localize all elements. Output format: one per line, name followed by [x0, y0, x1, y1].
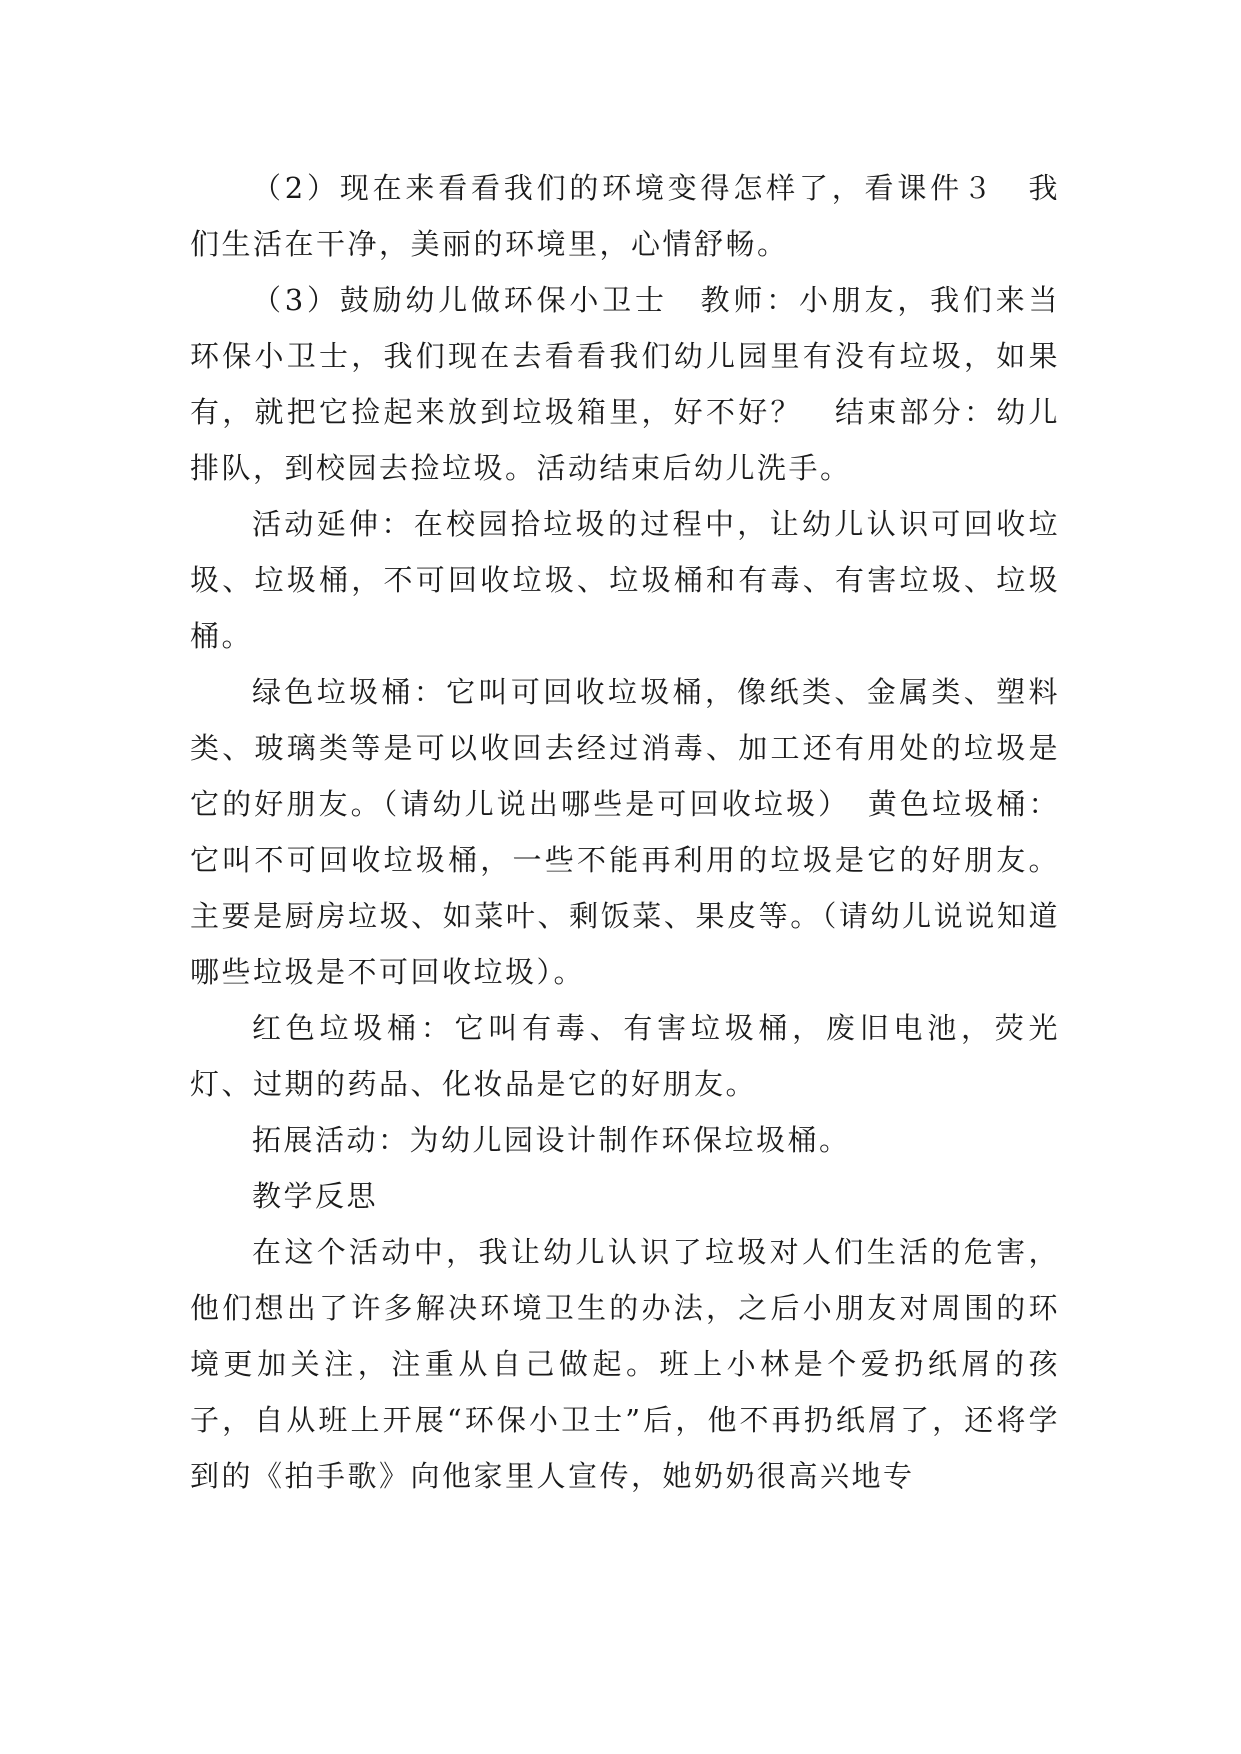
paragraph-activity-extension: 活动延伸：在校园拾垃圾的过程中，让幼儿认识可回收垃圾、垃圾桶，不可回收垃圾、垃圾桶和有毒、有害垃圾、垃圾桶。: [190, 507, 1060, 653]
paragraph-red-bin: 红色垃圾桶：它叫有毒、有害垃圾桶，废旧电池，荧光灯、过期的药品、化妆品是它的好朋友。: [190, 1011, 1060, 1101]
paragraph-environmental-guard: （3）鼓励幼儿做环保小卫士 教师：小朋友，我们来当环保小卫士，我们现在去看看我们幼儿园里有没有垃圾，如果有，就把它捡起来放到垃圾箱里，好不好？ 结束部分：幼儿排队，到校园去捡垃圾。活动结束后幼儿洗手。: [190, 283, 1060, 485]
paragraph-green-yellow-bins: 绿色垃圾桶：它叫可回收垃圾桶，像纸类、金属类、塑料类、玻璃类等是可以收回去经过消毒、加工还有用处的垃圾是它的好朋友。（请幼儿说出哪些是可回收垃圾） 黄色垃圾桶：它叫不可回收垃圾桶，一些不能再利用的垃圾是它的好朋友。主要是厨房垃圾、如菜叶、剩饭菜、果皮等。（请幼儿说说知道哪些垃圾是不可回收垃圾）。: [190, 675, 1060, 989]
paragraph-expansion-activity: 拓展活动：为幼儿园设计制作环保垃圾桶。: [252, 1123, 851, 1157]
section-heading-teaching-reflection: 教学反思: [252, 1179, 379, 1213]
document-page: [190, 160, 1060, 1504]
paragraph-courseware-3: （2）现在来看看我们的环境变得怎样了，看课件３ 我们生活在干净，美丽的环境里，心情舒畅。: [190, 171, 1060, 261]
paragraph-reflection-body: 在这个活动中，我让幼儿认识了垃圾对人们生活的危害，他们想出了许多解决环境卫生的办法，之后小朋友对周围的环境更加关注，注重从自己做起。班上小林是个爱扔纸屑的孩子，自从班上开展“环保小卫士”后，他不再扔纸屑了，还将学到的《拍手歌》向他家里人宣传，她奶奶很高兴地专: [190, 1235, 1060, 1493]
